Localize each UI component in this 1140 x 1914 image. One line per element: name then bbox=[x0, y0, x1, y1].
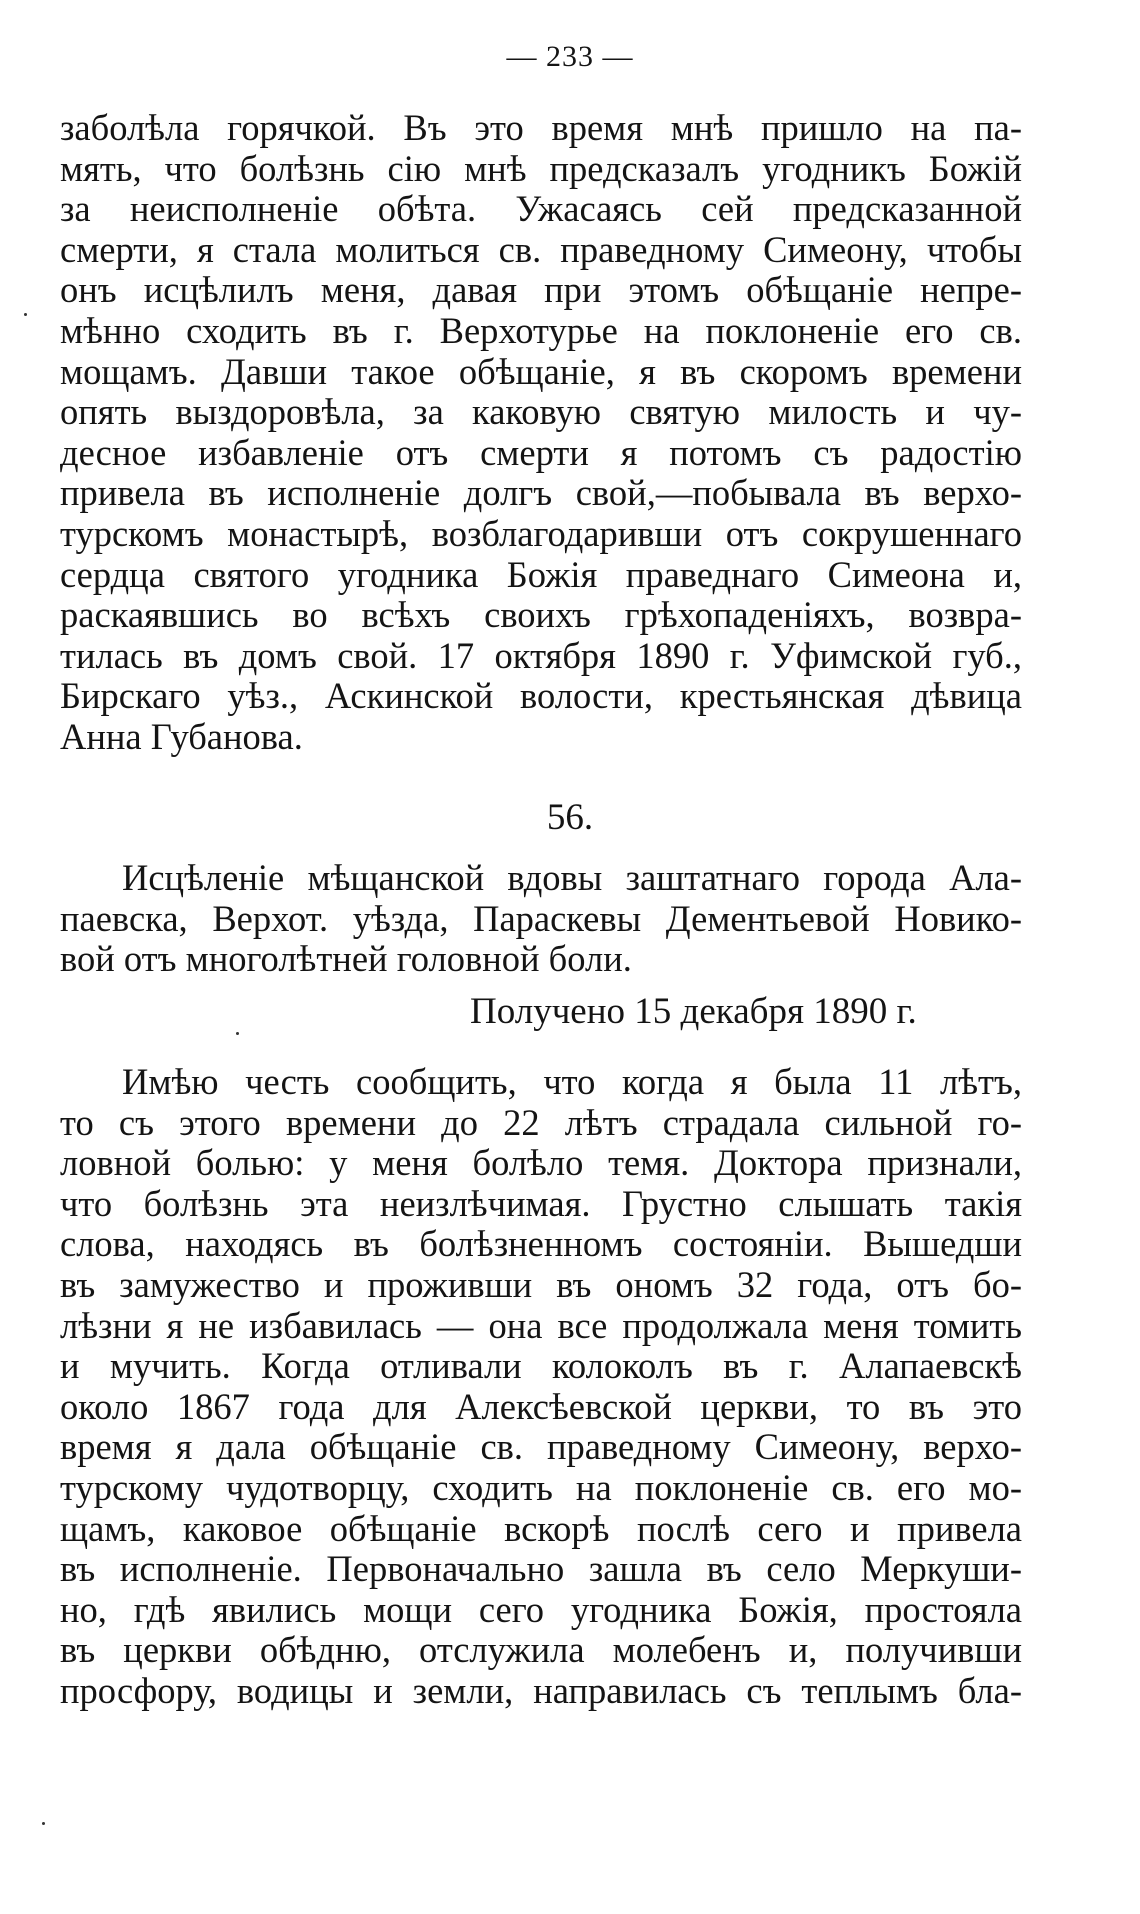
text-line: десное избавленіе отъ смерти я потомъ съ радостію bbox=[60, 431, 1022, 473]
scan-speck bbox=[236, 1032, 239, 1035]
text-line: за неисполненіе обѣта. Ужасаясь сей предсказанной bbox=[60, 188, 1022, 230]
heading-line: вой отъ многолѣтней головной боли. bbox=[60, 938, 632, 980]
text-line: въ церкви обѣдню, отслужила молебенъ и, получивши bbox=[60, 1629, 1022, 1671]
text-line: привела въ исполненіе долгъ свой,—побывала въ верхо- bbox=[60, 472, 1022, 514]
text-line: то съ этого времени до 22 лѣтъ страдала сильной го- bbox=[60, 1101, 1022, 1143]
section-number: 56. bbox=[546, 797, 594, 838]
text-line: онъ исцѣлилъ меня, давая при этомъ обѣщаніе непре- bbox=[60, 269, 1022, 311]
text-line: щамъ, каковое обѣщаніе вскорѣ послѣ сего и привела bbox=[60, 1507, 1022, 1549]
text-line: Анна Губанова. bbox=[60, 715, 303, 757]
text-line: смерти, я стала молиться св. праведному Симеону, чтобы bbox=[60, 228, 1022, 270]
text-line: что болѣзнь эта неизлѣчимая. Грустно слышать такія bbox=[60, 1182, 1022, 1224]
text-line: слова, находясь въ болѣзненномъ состояніи. Вышедши bbox=[60, 1223, 1022, 1265]
text-line: но, гдѣ явились мощи сего угодника Божія, простояла bbox=[60, 1588, 1022, 1630]
text-line: турскомъ монастырѣ, возблагодаривши отъ сокрушеннаго bbox=[60, 512, 1022, 554]
text-line: Бирскаго уѣз., Аскинской волости, крестьянская дѣвица bbox=[60, 675, 1022, 717]
received-date: Получено 15 декабря 1890 г. bbox=[470, 991, 917, 1032]
text-line: около 1867 года для Алексѣевской церкви, то въ это bbox=[60, 1385, 1022, 1427]
text-line: время я дала обѣщаніе св. праведному Симеону, верхо- bbox=[60, 1426, 1022, 1468]
text-line: и мучить. Когда отливали колоколъ въ г. Алапаевскѣ bbox=[60, 1345, 1022, 1387]
text-line: мѣнно сходить въ г. Верхотурье на поклоненіе его св. bbox=[60, 309, 1022, 351]
text-line: раскаявшись во всѣхъ своихъ грѣхопаденіяхъ, возвра- bbox=[60, 594, 1022, 636]
text-line: мощамъ. Давши такое обѣщаніе, я въ скоромъ времени bbox=[60, 350, 1022, 392]
text-line: заболѣла горячкой. Въ это время мнѣ пришло на па- bbox=[60, 107, 1022, 148]
text-line: лѣзни я не избавилась — она все продолжала меня томить bbox=[60, 1304, 1022, 1346]
text-line: въ замужество и проживши въ ономъ 32 года, отъ бо- bbox=[60, 1263, 1022, 1305]
text-line: Имѣю честь сообщить, что когда я была 11 лѣтъ, bbox=[122, 1061, 1022, 1102]
text-line: тилась въ домъ свой. 17 октября 1890 г. Уфимской губ., bbox=[60, 634, 1022, 676]
text-line: сердца святого угодника Божія праведнаго Симеона и, bbox=[60, 553, 1022, 595]
text-line: мять, что болѣзнь сію мнѣ предсказалъ угодникъ Божій bbox=[60, 147, 1022, 189]
continuation-paragraph bbox=[60, 108, 1022, 758]
text-line: въ исполненіе. Первоначально зашла въ село Меркуши- bbox=[60, 1548, 1022, 1590]
heading-line: паевска, Верхот. уѣзда, Параскевы Дементьевой Новико- bbox=[60, 897, 1022, 939]
body-paragraph bbox=[60, 1062, 1022, 1712]
scan-speck bbox=[42, 1822, 45, 1825]
section-heading bbox=[60, 858, 1022, 980]
text-line: просфору, водицы и земли, направилась съ теплымъ бла- bbox=[60, 1669, 1022, 1711]
text-line: турскому чудотворцу, сходить на поклоненіе св. его мо- bbox=[60, 1466, 1022, 1508]
page-number: — 233 — bbox=[506, 40, 634, 73]
scan-speck bbox=[24, 313, 27, 316]
heading-line: Исцѣленіе мѣщанской вдовы заштатнаго города Ала- bbox=[122, 857, 1022, 898]
text-line: опять выздоровѣла, за каковую святую милость и чу- bbox=[60, 391, 1022, 433]
text-line: ловной болью: у меня болѣло темя. Доктора признали, bbox=[60, 1142, 1022, 1184]
